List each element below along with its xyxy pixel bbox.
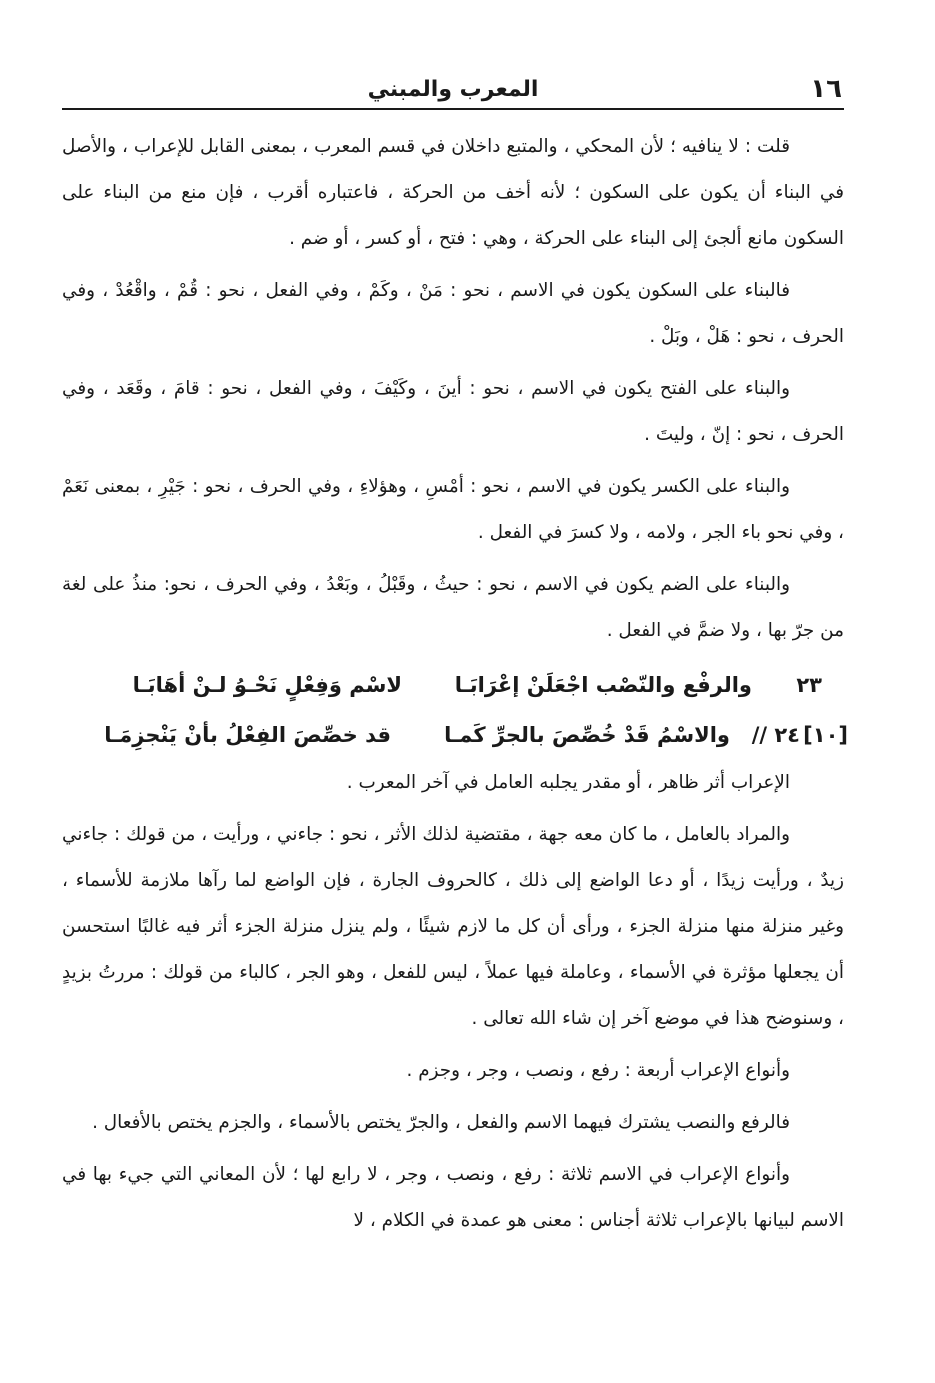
verse-number: ٢٤ // [751, 723, 800, 747]
verse-line [62, 710, 848, 760]
verse-number: ٢٣ [796, 673, 822, 697]
body-text [62, 124, 848, 1244]
paragraph: والبناء على الضم يكون في الاسم ، نحو : حيثُ ، وقَبْلُ ، وبَعْدُ ، وفي الحرف ، نحو: منذُ على لغة من جرّ بها ، ولا ضمَّ في الفعل . [62, 574, 844, 641]
original-edition-page-marker: [١٠] [803, 723, 848, 747]
paragraph: فالبناء على السكون يكون في الاسم ، نحو : مَنْ ، وكَمْ ، وفي الفعل ، نحو : قُمْ ، واقْعُدْ ، وفي الحرف ، نحو : هَلْ ، وبَلْ . [62, 280, 844, 347]
paragraph: والمراد بالعامل ، ما كان معه جهة ، مقتضية لذلك الأثر ، نحو : جاءني ، ورأيت ، من قولك : جاءني زيدٌ ، ورأيت زيدًا ، أو دعا الواضع إلى ذلك ، كالحروف الجارة ، فإن الواضع لما رآها ملازمة للأسماء ، وغير منزلة منها منزلة الجزء ، ورأى أن كل ما لازم شيئًا ، ولم ينزل منزلة الجزء أثر فيه غالبًا استحسن أن يجعلها مؤثرة في الأسماء ، وعاملة فيها عملاً ، ليس للفعل ، وهو الجر ، كالباء من قولك : مررتُ بزيدٍ ، وسنوضح هذا في موضع آخر إن شاء الله تعالى . [62, 824, 844, 1029]
running-title: المعرب والمبني [367, 77, 539, 102]
verse-first-hemistich: والرفْع والنّصْب اجْعَلَنْ إعْرَابَـا [454, 673, 752, 697]
paragraph: قلت : لا ينافيه ؛ لأن المحكي ، والمتبع داخلان في قسم المعرب ، بمعنى القابل للإعراب ، والأصل في البناء أن يكون على السكون ؛ لأنه أخف من الحركة ، فاعتباره أقرب ، فإن منع من البناء على السكون مانع ألجئ إلى البناء على الحركة ، وهي : فتح ، أو كسر ، أو ضم . [62, 136, 844, 249]
paragraph: فالرفع والنصب يشترك فيهما الاسم والفعل ، والجرّ يختص بالأسماء ، والجزم يختص بالأفعال . [92, 1112, 790, 1133]
verse-line [62, 660, 844, 710]
page-number: ١٦ [810, 74, 842, 104]
book-page [62, 62, 848, 1362]
paragraph: والبناء على الكسر يكون في الاسم ، نحو : أمْسِ ، وهؤلاءِ ، وفي الحرف ، نحو : جَيْرِ ، بمعنى نَعَمْ ، وفي نحو باء الجر ، ولامه ، ولا كسرَ في الفعل . [62, 476, 844, 543]
paragraph: الإعراب أثر ظاهر ، أو مقدر يجلبه العامل في آخر المعرب . [346, 772, 790, 793]
verse-first-hemistich: والاسْمُ قَدْ خُصِّصَ بالجرِّ كَمـا [444, 723, 730, 747]
running-header [62, 62, 844, 110]
paragraph: وأنواع الإعراب أربعة : رفع ، ونصب ، وجر ، وجزم . [406, 1060, 790, 1081]
paragraph: والبناء على الفتح يكون في الاسم ، نحو : أينَ ، وكَيْفَ ، وفي الفعل ، نحو : قامَ ، وقَعَد ، وفي الحرف ، نحو : إنّ ، وليتَ . [62, 378, 844, 445]
verse-second-hemistich: قد خصِّصَ الفِعْلُ بأنْ يَنْجزِمَـا [104, 723, 391, 747]
verse-second-hemistich: لاسْم وَفِعْلٍ نَحْـوُ لـنْ أهَابَـا [132, 673, 402, 697]
paragraph: وأنواع الإعراب في الاسم ثلاثة : رفع ، ونصب ، وجر ، لا رابع لها ؛ لأن المعاني التي جيء بها في الاسم لبيانها بالإعراب ثلاثة أجناس : معنى هو عمدة في الكلام ، لا [62, 1164, 844, 1231]
